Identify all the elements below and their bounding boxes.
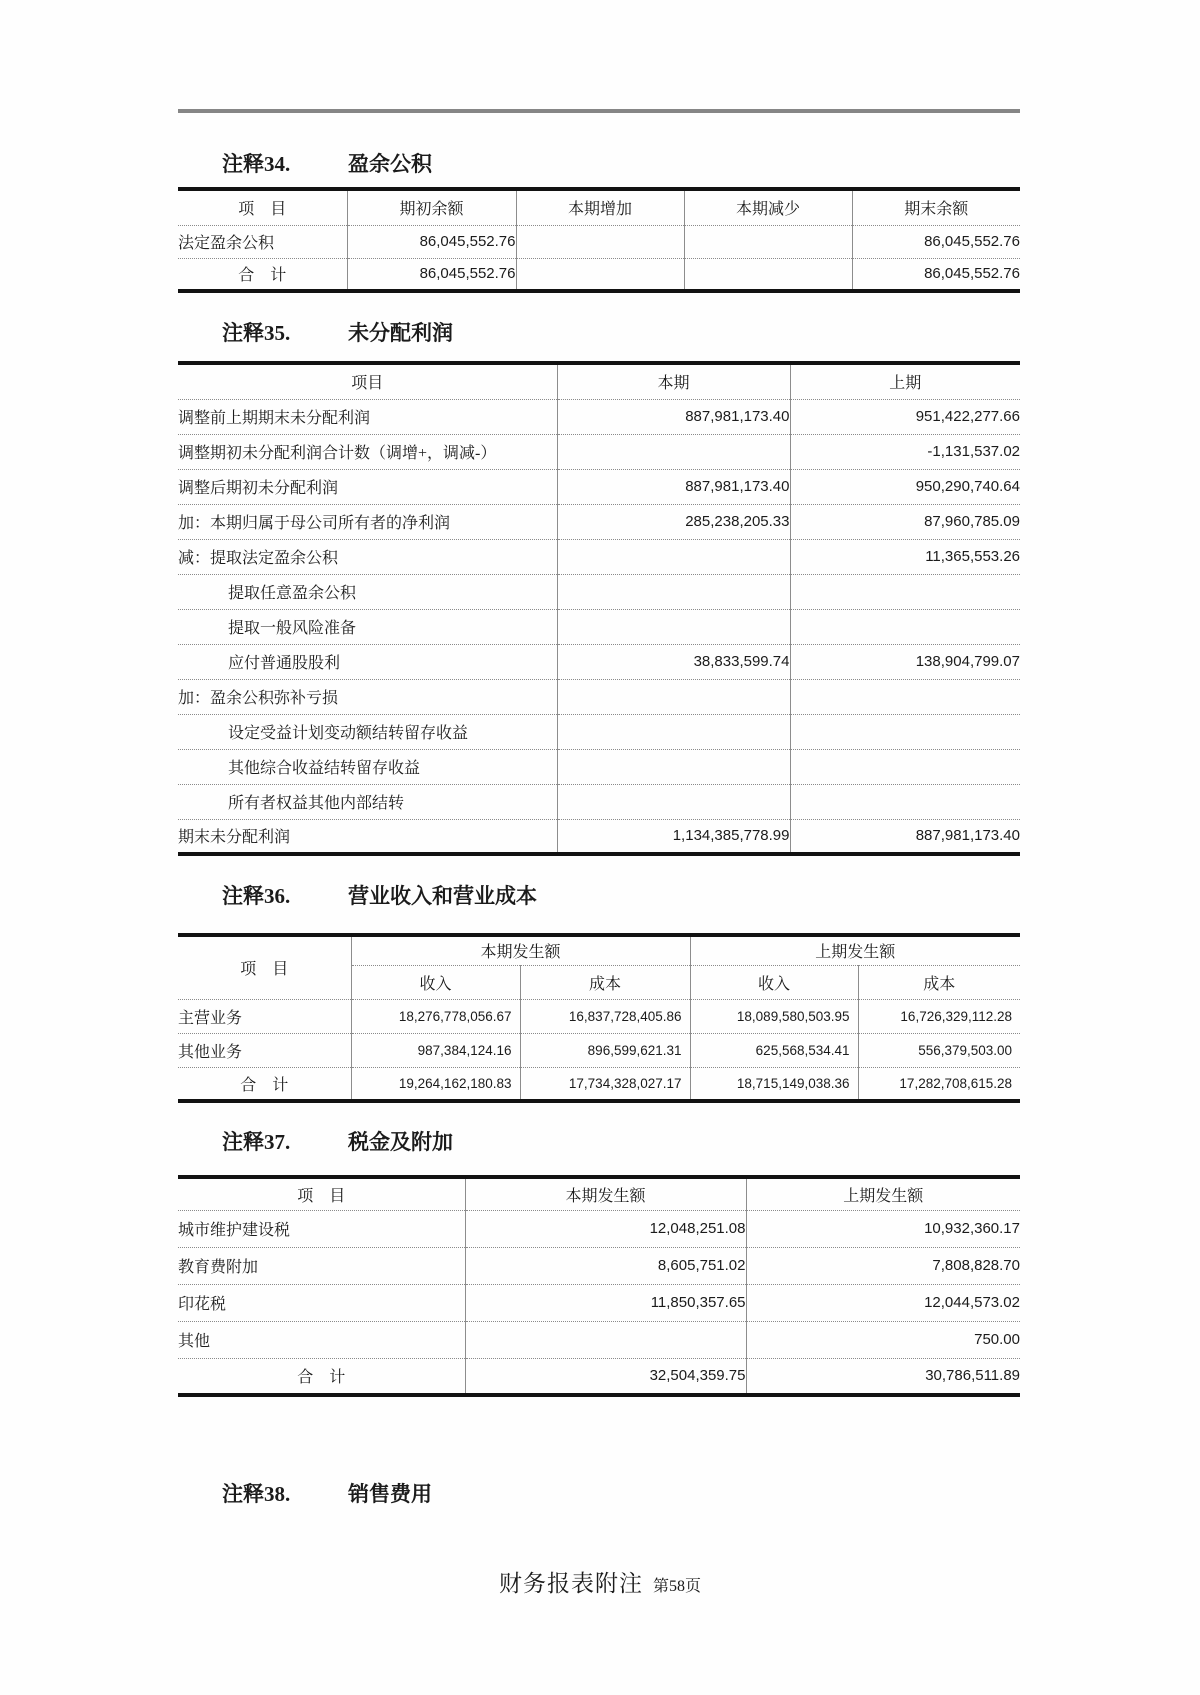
- cell-item: 加：本期归属于母公司所有者的净利润: [178, 504, 557, 539]
- header-revenue: 收入: [351, 965, 520, 999]
- cell-value: [790, 679, 1020, 714]
- cell-value: 18,089,580,503.95: [690, 999, 858, 1033]
- table-row: [178, 644, 1020, 679]
- page-footer: [0, 1565, 1200, 1598]
- note36-table: [178, 933, 1020, 1103]
- cell-value: [790, 574, 1020, 609]
- cell-value: 11,850,357.65: [465, 1284, 746, 1321]
- header-item: 项目: [351, 375, 384, 393]
- note38-title: 销售费用: [348, 1482, 432, 1506]
- table-row: [178, 225, 1020, 258]
- cell-item: 期末未分配利润: [178, 819, 557, 854]
- cell-value: 887,981,173.40: [557, 469, 790, 504]
- cell-item: 其他业务: [178, 1033, 351, 1067]
- note37-heading: [178, 1129, 1020, 1156]
- note35-heading: [178, 320, 1020, 347]
- table-row: [178, 469, 1020, 504]
- cell-value: 625,568,534.41: [690, 1033, 858, 1067]
- header-closing-balance: 期末余额: [852, 189, 1020, 225]
- cell-value: [790, 609, 1020, 644]
- cell-item: 调整期初未分配利润合计数（调增+，调减-）: [178, 434, 557, 469]
- header-revenue: 收入: [690, 965, 858, 999]
- cell-value: 896,599,621.31: [520, 1033, 690, 1067]
- cell-value: 86,045,552.76: [347, 258, 516, 291]
- header-prior-period: 上期发生额: [746, 1177, 1020, 1210]
- cell-item: 提取任意盈余公积: [178, 574, 557, 609]
- table-row: [178, 1284, 1020, 1321]
- cell-value: [790, 714, 1020, 749]
- cell-value: 750.00: [746, 1321, 1020, 1358]
- note34-number: 注释34.: [222, 152, 291, 176]
- note34-title: 盈余公积: [348, 152, 432, 176]
- table-row: [178, 539, 1020, 574]
- table-row: [178, 679, 1020, 714]
- cell-value: 86,045,552.76: [852, 225, 1020, 258]
- cell-value: [557, 679, 790, 714]
- cell-item: 提取一般风险准备: [178, 609, 557, 644]
- table-total-row: [178, 1067, 1020, 1101]
- cell-value: 19,264,162,180.83: [351, 1067, 520, 1101]
- table-row: [178, 784, 1020, 819]
- table-row: [178, 1210, 1020, 1247]
- cell-value: [557, 434, 790, 469]
- header-prior-period: 上期: [790, 363, 1020, 399]
- table-row: [178, 1033, 1020, 1067]
- cell-value: [557, 714, 790, 749]
- cell-value: [557, 574, 790, 609]
- header-item: 项 目: [238, 201, 287, 219]
- table-row: [178, 714, 1020, 749]
- table-row: [178, 749, 1020, 784]
- note38-number: 注释38.: [222, 1482, 291, 1506]
- table-row: [178, 399, 1020, 434]
- cell-item: 合 计: [178, 258, 347, 291]
- cell-value: 18,715,149,038.36: [690, 1067, 858, 1101]
- cell-value: 86,045,552.76: [852, 258, 1020, 291]
- cell-item: 调整前上期期末未分配利润: [178, 399, 557, 434]
- table-row: [178, 504, 1020, 539]
- cell-value: 950,290,740.64: [790, 469, 1020, 504]
- header-period-decrease: 本期减少: [684, 189, 852, 225]
- cell-value: 285,238,205.33: [557, 504, 790, 539]
- cell-value: 12,044,573.02: [746, 1284, 1020, 1321]
- cell-value: [516, 225, 684, 258]
- cell-value: 16,726,329,112.28: [858, 999, 1020, 1033]
- cell-value: 17,734,328,027.17: [520, 1067, 690, 1101]
- note35-title: 未分配利润: [348, 321, 453, 345]
- cell-item: 主营业务: [178, 999, 351, 1033]
- cell-value: [684, 225, 852, 258]
- cell-value: [684, 258, 852, 291]
- table-total-row: [178, 1358, 1020, 1395]
- cell-value: 10,932,360.17: [746, 1210, 1020, 1247]
- cell-item: 印花税: [178, 1284, 465, 1321]
- cell-item: 城市维护建设税: [178, 1210, 465, 1247]
- header-current-period: 本期发生额: [351, 935, 690, 965]
- footer-page-number: 第58页: [652, 1578, 701, 1595]
- table-header-row: [178, 1177, 1020, 1210]
- cell-value: [557, 784, 790, 819]
- note36-title: 营业收入和营业成本: [348, 884, 537, 908]
- cell-value: [790, 749, 1020, 784]
- cell-item: 其他: [178, 1321, 465, 1358]
- note35-number: 注释35.: [222, 321, 291, 345]
- note38-heading: [178, 1481, 1020, 1508]
- page-header-rule: [178, 109, 1020, 113]
- cell-value: [557, 749, 790, 784]
- cell-value: 12,048,251.08: [465, 1210, 746, 1247]
- header-current-period: 本期发生额: [465, 1177, 746, 1210]
- cell-value: [790, 784, 1020, 819]
- note37-title: 税金及附加: [348, 1130, 453, 1154]
- table-row: [178, 434, 1020, 469]
- note36-heading: [178, 883, 1020, 910]
- cell-value: 18,276,778,056.67: [351, 999, 520, 1033]
- cell-item: 应付普通股股利: [178, 644, 557, 679]
- table-row: [178, 1247, 1020, 1284]
- header-opening-balance: 期初余额: [347, 189, 516, 225]
- cell-value: [557, 539, 790, 574]
- table-header-row: [178, 363, 1020, 399]
- table-header-row: [178, 189, 1020, 225]
- header-item: 项 目: [240, 961, 289, 979]
- cell-value: 887,981,173.40: [790, 819, 1020, 854]
- table-row: [178, 1321, 1020, 1358]
- footer-title: 财务报表附注: [498, 1571, 643, 1596]
- note37-table: [178, 1175, 1020, 1397]
- cell-item: 减：提取法定盈余公积: [178, 539, 557, 574]
- table-row: [178, 999, 1020, 1033]
- table-header-row: [178, 935, 1020, 965]
- cell-value: 38,833,599.74: [557, 644, 790, 679]
- cell-value: 32,504,359.75: [465, 1358, 746, 1395]
- cell-value: 1,134,385,778.99: [557, 819, 790, 854]
- note37-number: 注释37.: [222, 1130, 291, 1154]
- cell-value: 87,960,785.09: [790, 504, 1020, 539]
- cell-value: 8,605,751.02: [465, 1247, 746, 1284]
- cell-item: 调整后期初未分配利润: [178, 469, 557, 504]
- header-prior-period: 上期发生额: [690, 935, 1020, 965]
- header-cost: 成本: [858, 965, 1020, 999]
- header-current-period: 本期: [557, 363, 790, 399]
- cell-value: 17,282,708,615.28: [858, 1067, 1020, 1101]
- cell-value: -1,131,537.02: [790, 434, 1020, 469]
- cell-item: 法定盈余公积: [178, 225, 347, 258]
- cell-value: [516, 258, 684, 291]
- cell-item: 所有者权益其他内部结转: [178, 784, 557, 819]
- note34-table: [178, 187, 1020, 293]
- header-item: 项 目: [297, 1187, 346, 1205]
- cell-value: 30,786,511.89: [746, 1358, 1020, 1395]
- cell-item: 教育费附加: [178, 1247, 465, 1284]
- note35-table: [178, 361, 1020, 856]
- cell-value: [557, 609, 790, 644]
- note36-number: 注释36.: [222, 884, 291, 908]
- cell-value: 7,808,828.70: [746, 1247, 1020, 1284]
- cell-value: [465, 1321, 746, 1358]
- header-period-increase: 本期增加: [516, 189, 684, 225]
- cell-value: 987,384,124.16: [351, 1033, 520, 1067]
- cell-item: 加：盈余公积弥补亏损: [178, 679, 557, 714]
- cell-value: 138,904,799.07: [790, 644, 1020, 679]
- table-total-row: [178, 258, 1020, 291]
- cell-value: 11,365,553.26: [790, 539, 1020, 574]
- cell-item: 设定受益计划变动额结转留存收益: [178, 714, 557, 749]
- cell-item: 其他综合收益结转留存收益: [178, 749, 557, 784]
- header-cost: 成本: [520, 965, 690, 999]
- table-row: [178, 819, 1020, 854]
- note34-heading: [178, 151, 1020, 178]
- cell-value: 951,422,277.66: [790, 399, 1020, 434]
- cell-value: 556,379,503.00: [858, 1033, 1020, 1067]
- cell-value: 16,837,728,405.86: [520, 999, 690, 1033]
- cell-value: 86,045,552.76: [347, 225, 516, 258]
- table-row: [178, 609, 1020, 644]
- cell-item: 合 计: [178, 1067, 351, 1101]
- table-row: [178, 574, 1020, 609]
- cell-value: 887,981,173.40: [557, 399, 790, 434]
- cell-item: 合 计: [178, 1358, 465, 1395]
